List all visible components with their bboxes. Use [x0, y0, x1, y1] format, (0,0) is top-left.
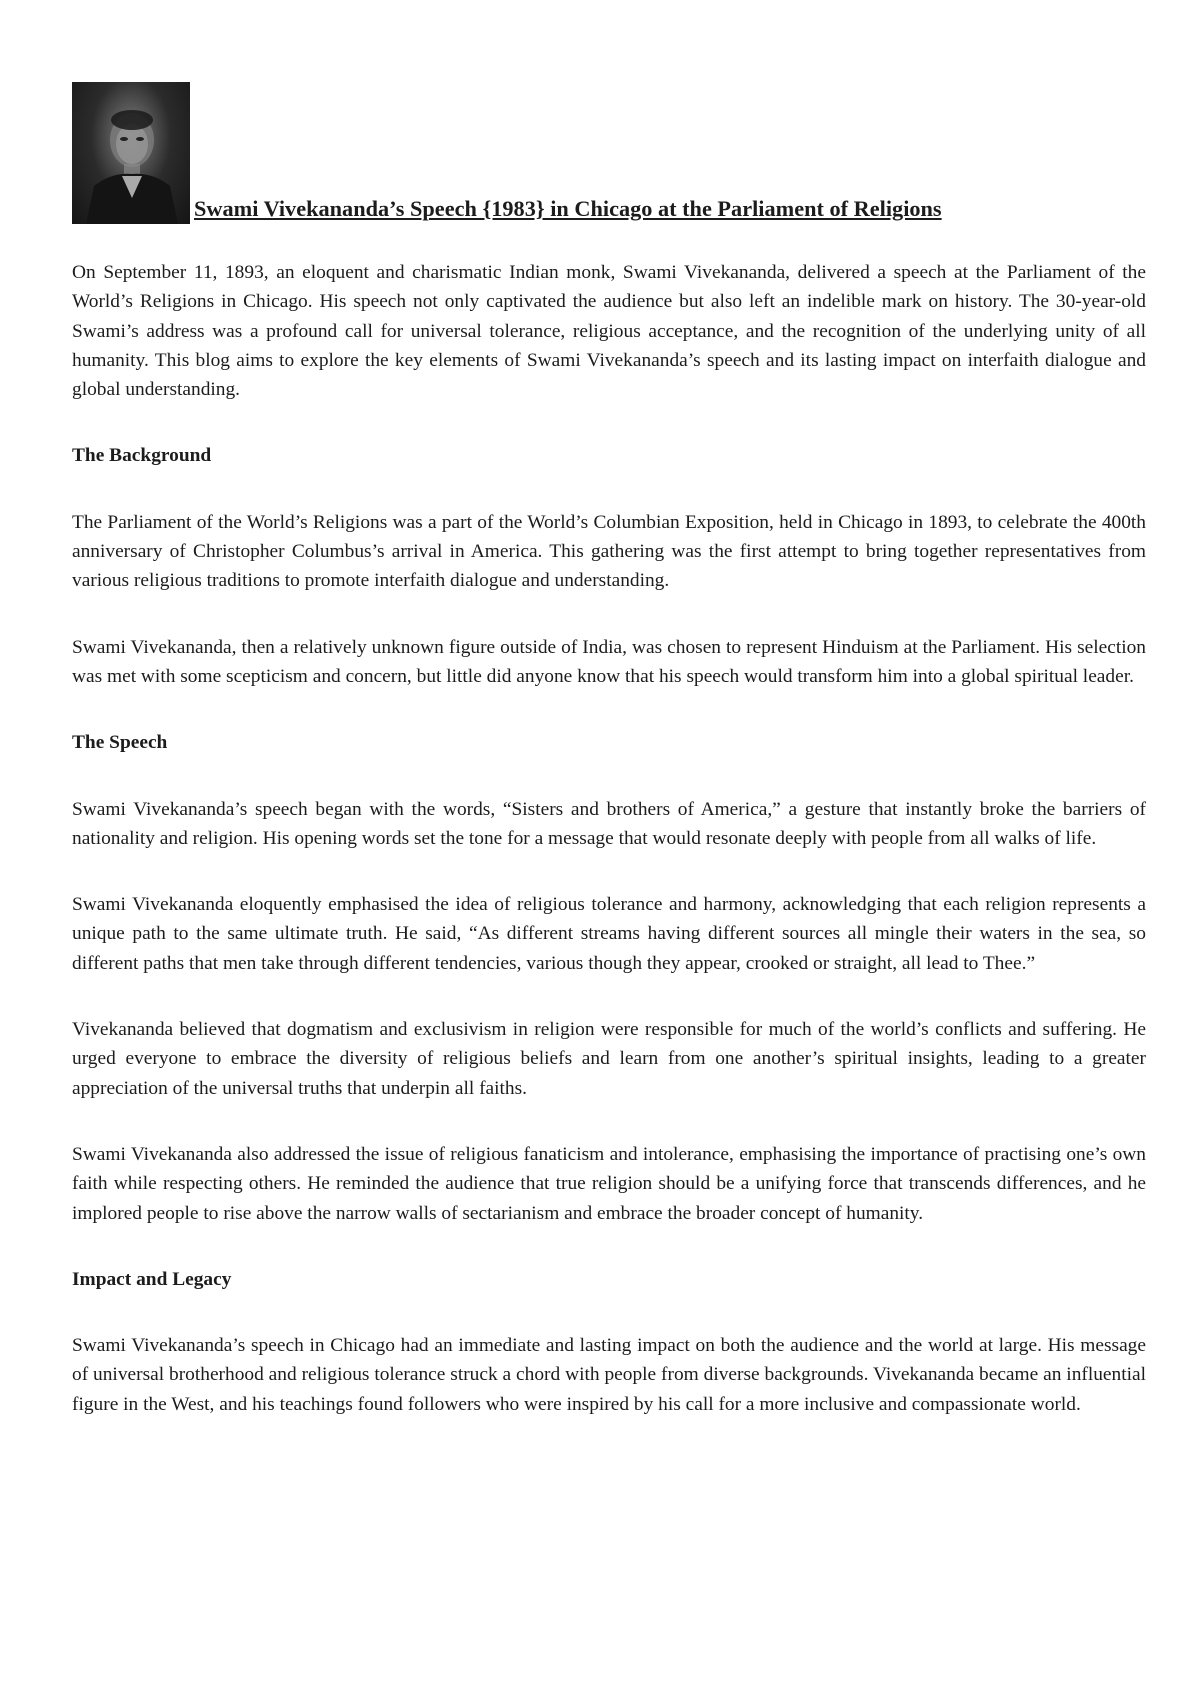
paragraph: The Parliament of the World’s Religions was a part of the World’s Columbian Exposition, held in Chicago in 1893, to celebrate the 400th anniversary of Christopher Columbus’s arrival in America. This gathering was the first attempt to bring together representatives from various religious traditions to promote interfaith dialogue and understanding.: [72, 511, 1146, 592]
section-heading: The Speech: [72, 732, 168, 754]
section-speech: [72, 728, 1146, 1228]
section-impact-legacy: [72, 1265, 1146, 1419]
paragraph: Vivekananda believed that dogmatism and exclusivism in religion were responsible for much of the world’s conflicts and suffering. He urged everyone to embrace the diversity of religious beliefs and learn from one another’s spiritual insights, leading to a greater appreciation of the universal truths that underpin all faiths.: [72, 1019, 1146, 1099]
document-title: Swami Vivekananda’s Speech {1983} in Chicago at the Parliament of Religions: [194, 196, 942, 221]
section-heading: Impact and Legacy: [72, 1268, 232, 1290]
title-row: [72, 82, 1146, 224]
portrait-photo: [72, 82, 190, 224]
paragraph: Swami Vivekananda’s speech began with the words, “Sisters and brothers of America,” a gesture that instantly broke the barriers of nationality and religion. His opening words set the tone for a message that would resonate deeply with people from all walks of life.: [72, 798, 1146, 849]
portrait-figure-icon: [72, 82, 190, 224]
section-heading: The Background: [72, 445, 212, 467]
paragraph: Swami Vivekananda also addressed the issue of religious fanaticism and intolerance, emphasising the importance of practising one’s own faith while respecting others. He reminded the audience that true religion should be a unifying force that transcends differences, and he implored people to rise above the narrow walls of sectarianism and embrace the broader concept of humanity.: [72, 1143, 1146, 1224]
intro-paragraph: On September 11, 1893, an eloquent and charismatic Indian monk, Swami Vivekananda, delivered a speech at the Parliament of the World’s Religions in Chicago. His speech not only captivated the audience but also left an indelible mark on history. The 30-year-old Swami’s address was a profound call for universal tolerance, religious acceptance, and the recognition of the underlying unity of all humanity. This blog aims to explore the key elements of Swami Vivekananda’s speech and its lasting impact on interfaith dialogue and global understanding.: [72, 262, 1146, 401]
section-background: [72, 441, 1146, 691]
paragraph: Swami Vivekananda, then a relatively unknown figure outside of India, was chosen to represent Hinduism at the Parliament. His selection was met with some scepticism and concern, but little did anyone know that his speech would transform him into a global spiritual leader.: [72, 636, 1146, 687]
paragraph: Swami Vivekananda eloquently emphasised the idea of religious tolerance and harmony, acknowledging that each religion represents a unique path to the same ultimate truth. He said, “As different streams having different sources all mingle their waters in the sea, so different paths that men take through different tendencies, various though they appear, crooked or straight, all lead to Thee.”: [72, 894, 1146, 974]
paragraph: Swami Vivekananda’s speech in Chicago had an immediate and lasting impact on both the audience and the world at large. His message of universal brotherhood and religious tolerance struck a chord with people from diverse backgrounds. Vivekananda became an influential figure in the West, and his teachings found followers who were inspired by his call for a more inclusive and compassionate world.: [72, 1335, 1146, 1415]
